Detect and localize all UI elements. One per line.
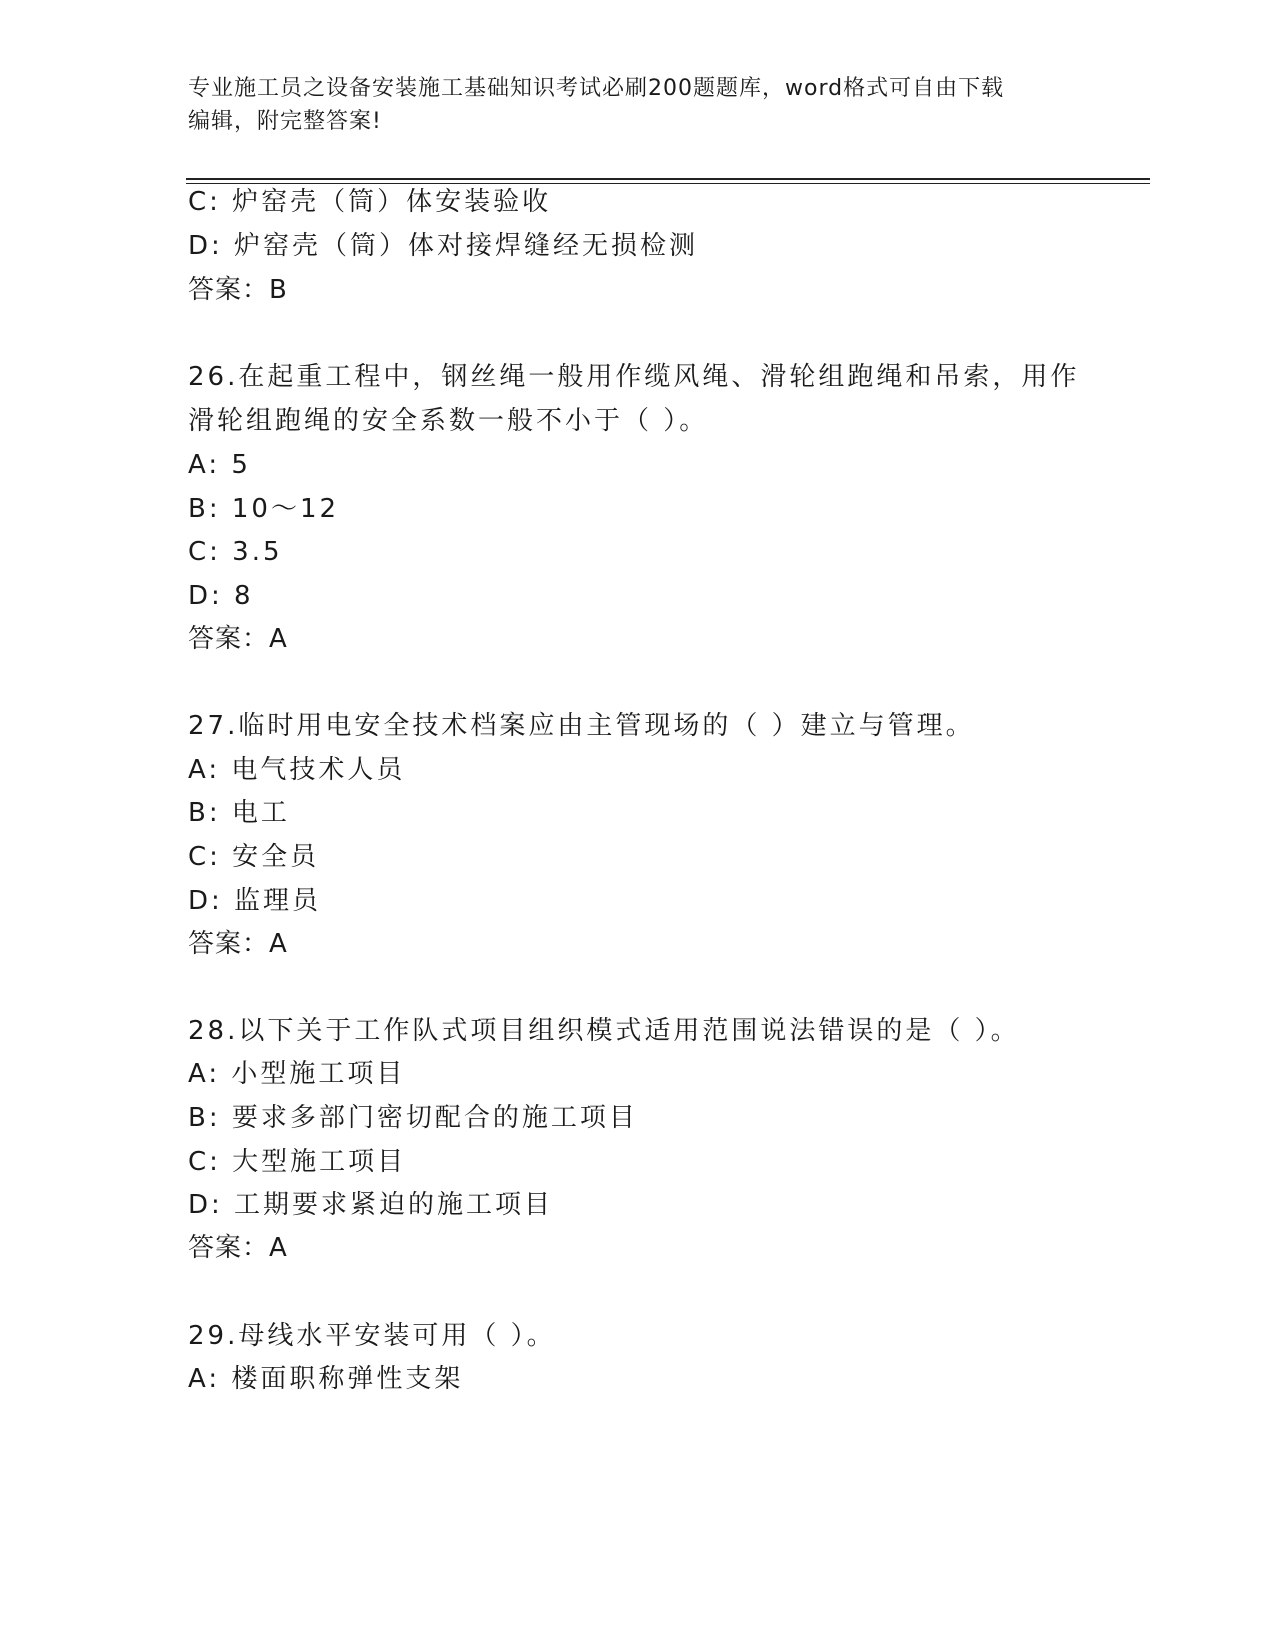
question-26-answer: 答案：A bbox=[188, 624, 288, 654]
question-28-option-d: D: 工期要求紧迫的施工项目 bbox=[188, 1190, 554, 1220]
prev-question-answer: 答案：B bbox=[188, 275, 288, 305]
question-26-stem-line-2: 滑轮组跑绳的安全系数一般不小于（ ）。 bbox=[188, 406, 709, 436]
question-27-stem: 27.临时用电安全技术档案应由主管现场的（ ）建立与管理。 bbox=[188, 711, 975, 741]
question-26-option-d: D: 8 bbox=[188, 581, 254, 611]
question-27-option-a: A: 电气技术人员 bbox=[188, 755, 406, 785]
prev-question-option-c: C: 炉窑壳（筒）体安装验收 bbox=[188, 187, 552, 217]
question-26-option-b: B: 10～12 bbox=[188, 494, 340, 524]
question-27-option-c: C: 安全员 bbox=[188, 842, 320, 872]
question-26-option-c: C: 3.5 bbox=[188, 537, 283, 567]
question-28-option-a: A: 小型施工项目 bbox=[188, 1059, 406, 1089]
question-26-option-a: A: 5 bbox=[188, 450, 251, 480]
question-28-stem: 28.以下关于工作队式项目组织模式适用范围说法错误的是（ ）。 bbox=[188, 1016, 1020, 1046]
question-28-answer: 答案：A bbox=[188, 1233, 288, 1263]
header-title-line-2: 编辑，附完整答案! bbox=[188, 109, 382, 134]
header-divider-thick bbox=[186, 178, 1150, 180]
header-divider-thin bbox=[186, 183, 1150, 184]
header-title-line-1: 专业施工员之设备安装施工基础知识考试必刷200题题库，word格式可自由下载 bbox=[188, 76, 1005, 101]
question-28-option-b: B: 要求多部门密切配合的施工项目 bbox=[188, 1103, 638, 1133]
question-27-answer: 答案：A bbox=[188, 929, 288, 959]
document-header bbox=[188, 72, 1088, 138]
question-29-option-a: A: 楼面职称弹性支架 bbox=[188, 1364, 464, 1394]
prev-question-option-d: D: 炉窑壳（筒）体对接焊缝经无损检测 bbox=[188, 231, 699, 261]
question-29-stem: 29.母线水平安装可用（ ）。 bbox=[188, 1321, 556, 1351]
question-27-option-d: D: 监理员 bbox=[188, 886, 322, 916]
question-28-option-c: C: 大型施工项目 bbox=[188, 1147, 407, 1177]
question-27-option-b: B: 电工 bbox=[188, 798, 290, 828]
question-26-stem-line-1: 26.在起重工程中，钢丝绳一般用作缆风绳、滑轮组跑绳和吊索，用作 bbox=[188, 362, 1080, 392]
